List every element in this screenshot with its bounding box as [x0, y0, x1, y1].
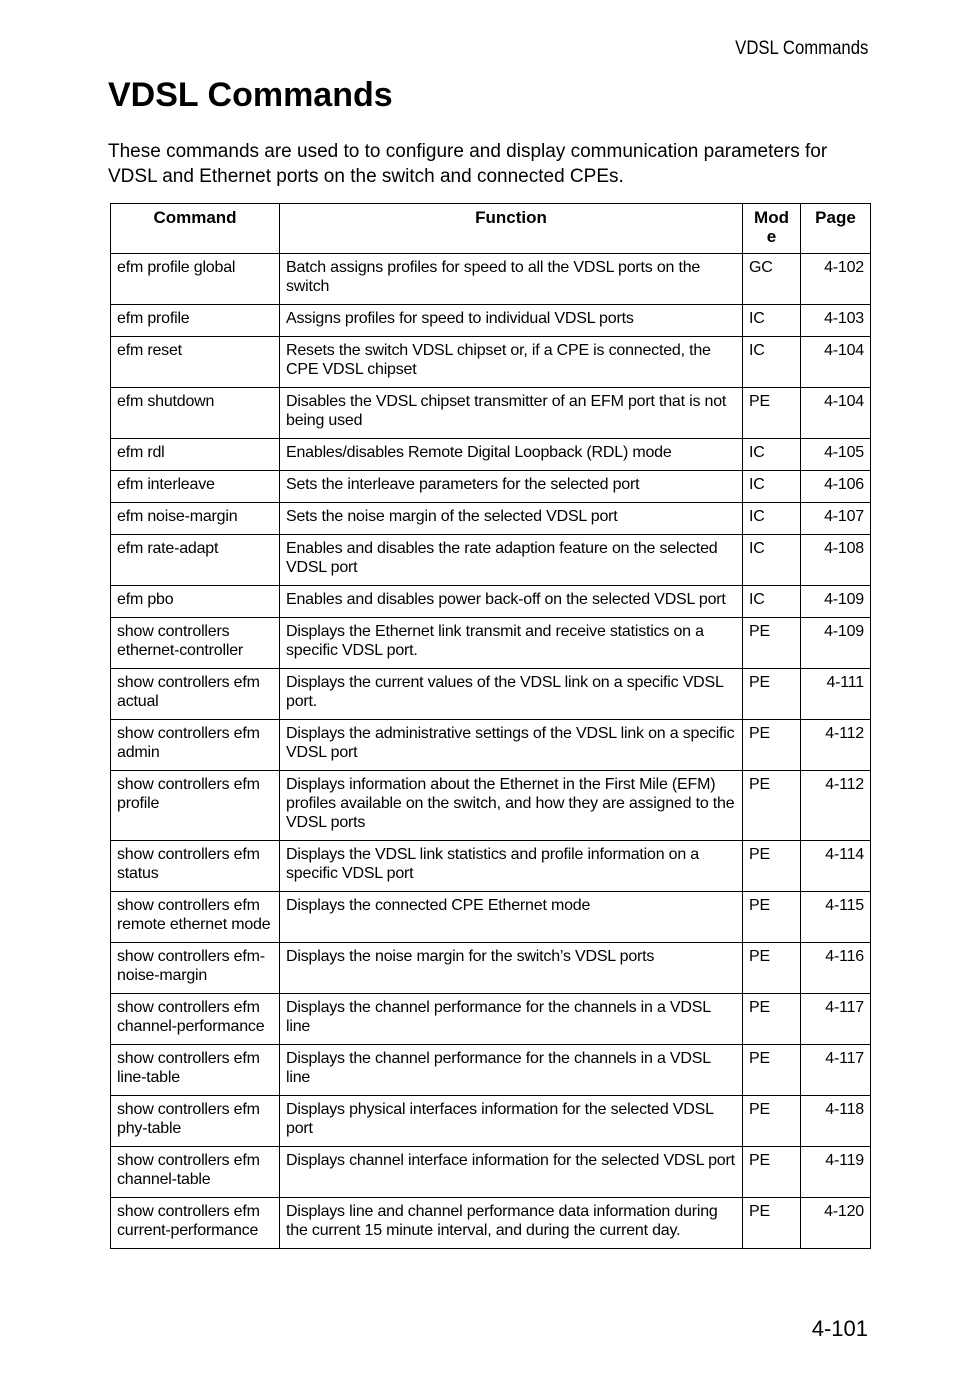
table-row	[111, 892, 871, 943]
page-number: 4-101	[811, 1316, 868, 1341]
column-header-page: Page	[801, 204, 871, 254]
command-cell: show controllers efm admin	[111, 720, 280, 771]
command-cell: show controllers efm profile	[111, 771, 280, 841]
mode-cell: IC	[743, 305, 801, 337]
mode-cell: PE	[743, 1045, 801, 1096]
function-cell: Disables the VDSL chipset transmitter of an EFM port that is not being used	[280, 388, 743, 439]
page-cell: 4-107	[801, 503, 871, 535]
page-cell: 4-114	[801, 841, 871, 892]
table-row	[111, 337, 871, 388]
command-cell: efm pbo	[111, 586, 280, 618]
table-row	[111, 1096, 871, 1147]
table-row	[111, 254, 871, 305]
mode-cell: IC	[743, 586, 801, 618]
function-cell: Resets the switch VDSL chipset or, if a CPE is connected, the CPE VDSL chipset	[280, 337, 743, 388]
commands-table-body	[111, 254, 871, 1249]
page-title: VDSL Commands	[108, 76, 393, 114]
function-cell: Enables and disables the rate adaption feature on the selected VDSL port	[280, 535, 743, 586]
function-cell: Displays the administrative settings of the VDSL link on a specific VDSL port	[280, 720, 743, 771]
table-row	[111, 1045, 871, 1096]
function-cell: Displays the VDSL link statistics and profile information on a specific VDSL port	[280, 841, 743, 892]
column-header-command: Command	[111, 204, 280, 254]
command-cell: show controllers efm status	[111, 841, 280, 892]
column-header-mode: Mod e	[743, 204, 801, 254]
function-cell: Sets the noise margin of the selected VDSL port	[280, 503, 743, 535]
command-cell: show controllers efm channel-table	[111, 1147, 280, 1198]
table-row	[111, 994, 871, 1045]
page-cell: 4-108	[801, 535, 871, 586]
table-row	[111, 535, 871, 586]
table-row	[111, 943, 871, 994]
page-cell: 4-112	[801, 720, 871, 771]
table-row	[111, 305, 871, 337]
table-row	[111, 841, 871, 892]
table-row	[111, 439, 871, 471]
page-cell: 4-104	[801, 337, 871, 388]
table-row	[111, 618, 871, 669]
mode-cell: GC	[743, 254, 801, 305]
running-header: VDSL Commands	[734, 38, 868, 59]
command-cell: show controllers ethernet-controller	[111, 618, 280, 669]
mode-cell: PE	[743, 1096, 801, 1147]
function-cell: Displays channel interface information for the selected VDSL port	[280, 1147, 743, 1198]
mode-cell: PE	[743, 618, 801, 669]
command-cell: show controllers efm current-performance	[111, 1198, 280, 1249]
mode-cell: PE	[743, 720, 801, 771]
command-cell: efm profile	[111, 305, 280, 337]
table-row	[111, 1147, 871, 1198]
function-cell: Assigns profiles for speed to individual VDSL ports	[280, 305, 743, 337]
mode-cell: PE	[743, 892, 801, 943]
page-cell: 4-109	[801, 586, 871, 618]
table-row	[111, 771, 871, 841]
function-cell: Displays the noise margin for the switch’s VDSL ports	[280, 943, 743, 994]
function-cell: Enables/disables Remote Digital Loopback (RDL) mode	[280, 439, 743, 471]
function-cell: Displays line and channel performance data information during the current 15 minute interval, and during the current day.	[280, 1198, 743, 1249]
page-cell: 4-105	[801, 439, 871, 471]
command-cell: show controllers efm actual	[111, 669, 280, 720]
function-cell: Displays the channel performance for the channels in a VDSL line	[280, 1045, 743, 1096]
page-cell: 4-119	[801, 1147, 871, 1198]
mode-cell: IC	[743, 535, 801, 586]
commands-table	[110, 203, 871, 1249]
table-row	[111, 471, 871, 503]
table-row	[111, 1198, 871, 1249]
mode-cell: PE	[743, 994, 801, 1045]
table-row	[111, 503, 871, 535]
page-cell: 4-112	[801, 771, 871, 841]
command-cell: efm rate-adapt	[111, 535, 280, 586]
mode-cell: IC	[743, 337, 801, 388]
page-cell: 4-111	[801, 669, 871, 720]
page-cell: 4-104	[801, 388, 871, 439]
page-cell: 4-117	[801, 1045, 871, 1096]
command-cell: show controllers efm-noise-margin	[111, 943, 280, 994]
function-cell: Batch assigns profiles for speed to all the VDSL ports on the switch	[280, 254, 743, 305]
function-cell: Sets the interleave parameters for the selected port	[280, 471, 743, 503]
function-cell: Displays the current values of the VDSL link on a specific VDSL port.	[280, 669, 743, 720]
command-cell: efm interleave	[111, 471, 280, 503]
mode-cell: IC	[743, 439, 801, 471]
function-cell: Displays information about the Ethernet in the First Mile (EFM) profiles available on the switch, and how they are assigned to the VDSL ports	[280, 771, 743, 841]
page-cell: 4-102	[801, 254, 871, 305]
table-row	[111, 388, 871, 439]
command-cell: show controllers efm channel-performance	[111, 994, 280, 1045]
function-cell: Displays physical interfaces information for the selected VDSL port	[280, 1096, 743, 1147]
function-cell: Displays the channel performance for the channels in a VDSL line	[280, 994, 743, 1045]
command-cell: show controllers efm phy-table	[111, 1096, 280, 1147]
table-row	[111, 586, 871, 618]
mode-cell: IC	[743, 503, 801, 535]
mode-cell: PE	[743, 841, 801, 892]
mode-cell: PE	[743, 943, 801, 994]
column-header-function: Function	[280, 204, 743, 254]
page-cell: 4-117	[801, 994, 871, 1045]
command-cell: efm reset	[111, 337, 280, 388]
page-cell: 4-120	[801, 1198, 871, 1249]
table-row	[111, 669, 871, 720]
command-cell: efm noise-margin	[111, 503, 280, 535]
function-cell: Displays the Ethernet link transmit and receive statistics on a specific VDSL port.	[280, 618, 743, 669]
page-cell: 4-115	[801, 892, 871, 943]
command-cell: efm shutdown	[111, 388, 280, 439]
page-cell: 4-116	[801, 943, 871, 994]
mode-cell: IC	[743, 471, 801, 503]
function-cell: Displays the connected CPE Ethernet mode	[280, 892, 743, 943]
page-cell: 4-118	[801, 1096, 871, 1147]
mode-cell: PE	[743, 669, 801, 720]
command-cell: efm profile global	[111, 254, 280, 305]
function-cell: Enables and disables power back-off on the selected VDSL port	[280, 586, 743, 618]
command-cell: show controllers efm remote ethernet mode	[111, 892, 280, 943]
command-cell: efm rdl	[111, 439, 280, 471]
page-cell: 4-103	[801, 305, 871, 337]
table-header-row	[111, 204, 871, 254]
mode-cell: PE	[743, 388, 801, 439]
page-cell: 4-106	[801, 471, 871, 503]
mode-cell: PE	[743, 1147, 801, 1198]
mode-cell: PE	[743, 1198, 801, 1249]
command-cell: show controllers efm line-table	[111, 1045, 280, 1096]
intro-paragraph: These commands are used to to configure and display communication parameters for VDSL and Ethernet ports on the switch and connected CPEs.	[108, 141, 828, 187]
page-cell: 4-109	[801, 618, 871, 669]
mode-cell: PE	[743, 771, 801, 841]
table-row	[111, 720, 871, 771]
